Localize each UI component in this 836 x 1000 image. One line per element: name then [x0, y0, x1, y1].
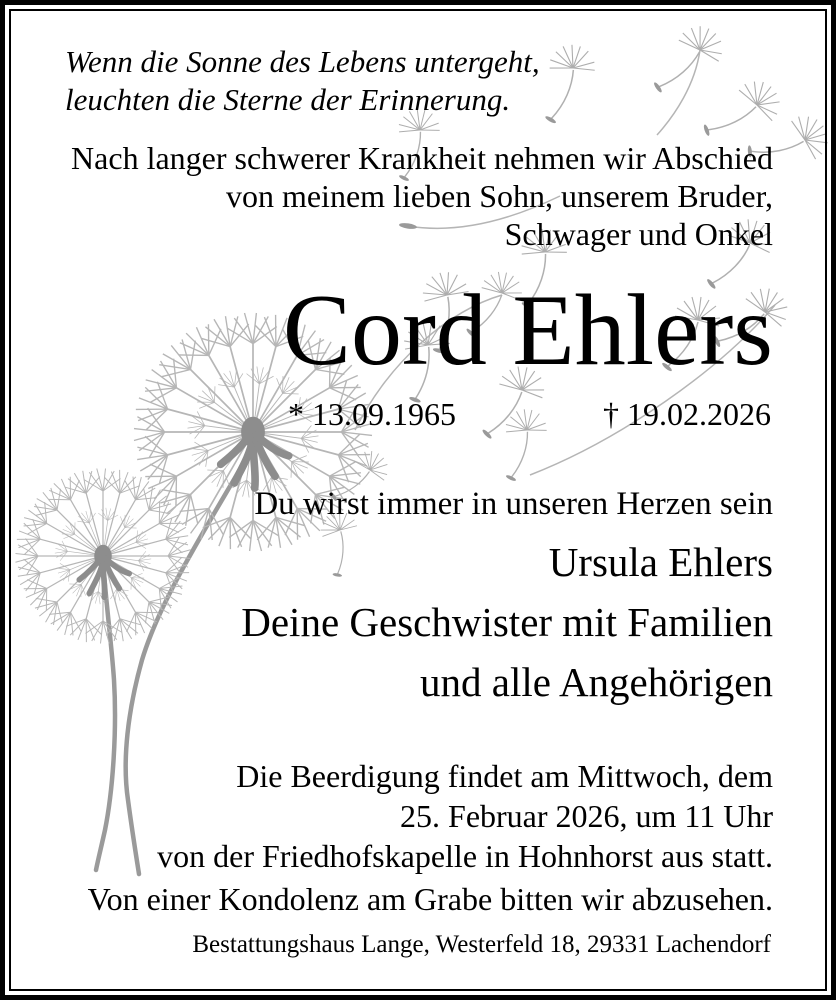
funeral-line-2: 25. Februar 2026, um 11 Uhr — [400, 798, 773, 834]
opening-quote — [65, 43, 540, 119]
tribute-line: Du wirst immer in unseren Herzen sein — [254, 486, 773, 522]
birth-date: * 13.09.1965 — [288, 396, 456, 432]
funeral-line-1: Die Beerdigung findet am Mittwoch, dem — [236, 758, 773, 794]
intro-line-3: Schwager und Onkel — [504, 216, 773, 252]
deceased-name: Cord Ehlers — [282, 274, 773, 387]
life-dates — [288, 396, 771, 433]
condolence-note: Von einer Kondolenz am Grabe bitten wir abzusehen. — [87, 881, 773, 917]
intro-line-2: von meinem lieben Sohn, unserem Bruder, — [225, 178, 773, 214]
death-date: † 19.02.2026 — [603, 396, 771, 432]
funeral-details — [157, 756, 773, 876]
funeral-line-3: von der Friedhofskapelle in Hohnhorst aus statt. — [157, 838, 773, 874]
intro-line-1: Nach langer schwerer Krankheit nehmen wir Abschied — [71, 140, 773, 176]
dandelion-head-lower — [14, 467, 193, 646]
mourner-3: und alle Angehörigen — [420, 659, 773, 705]
mourners-list — [241, 532, 773, 712]
mourner-1: Ursula Ehlers — [548, 539, 773, 585]
quote-line-1: Wenn die Sonne des Lebens untergeht, — [65, 44, 540, 79]
mourner-2: Deine Geschwister mit Familien — [241, 599, 773, 645]
funeral-home-line: Bestattungshaus Lange, Westerfeld 18, 29331 Lachendorf — [192, 931, 771, 958]
quote-line-2: leuchten die Sterne der Erinnerung. — [65, 82, 511, 117]
intro-paragraph — [71, 139, 773, 253]
